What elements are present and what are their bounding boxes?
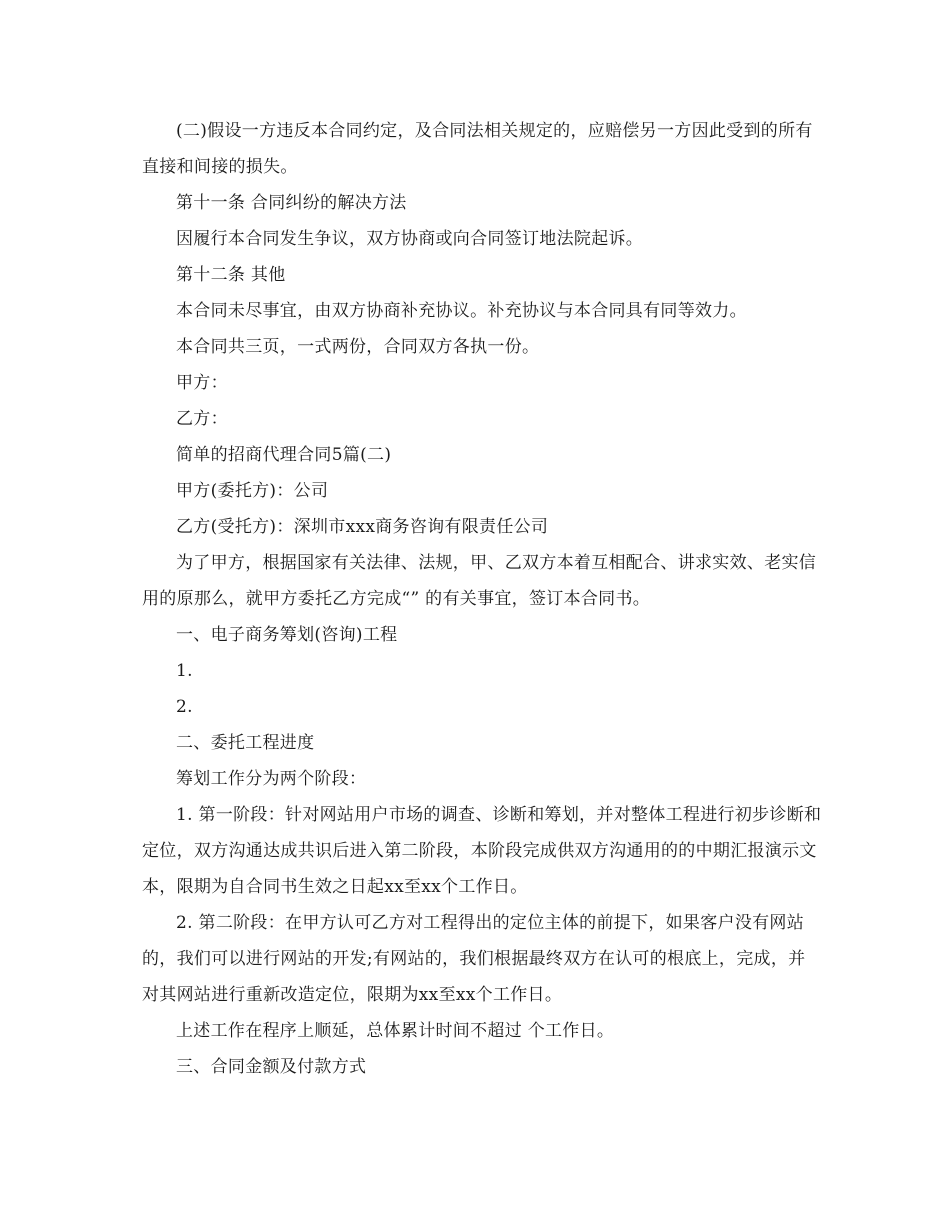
document-body [142,113,822,1085]
party-a-signature: 甲方： [176,373,228,393]
paragraph-stage-1: 1. 第一阶段：针对网站用户市场的调查、诊断和筹划，并对整体工程进行初步诊断和定位，双方沟通达成共识后进入第二阶段，本阶段完成供双方沟通用的的中期汇报演示文本，限期为自合同书生效之日起xx至xx个工作日。 [142,805,822,897]
section-3-heading: 三、合同金额及付款方式 [176,1057,367,1077]
party-a-info: 甲方(委托方)：公司 [176,481,329,501]
party-b-signature: 乙方： [176,409,228,429]
section-2-heading: 二、委托工程进度 [176,733,315,753]
heading-article-12: 第十二条 其他 [176,265,286,285]
list-item-2: 2. [176,697,193,717]
party-b-info: 乙方(受托方)：深圳市xxx商务咨询有限责任公司 [176,517,549,537]
list-item-1: 1. [176,661,193,681]
paragraph-stages-intro: 筹划工作分为两个阶段： [176,769,367,789]
section-1-heading: 一、电子商务筹划(咨询)工程 [176,625,398,645]
paragraph-supplement: 本合同未尽事宜，由双方协商补充协议。补充协议与本合同具有同等效力。 [176,301,747,321]
paragraph-dispute: 因履行本合同发生争议，双方协商或向合同签订地法院起诉。 [176,229,644,249]
paragraph-stage-2: 2. 第二阶段：在甲方认可乙方对工程得出的定位主体的前提下，如果客户没有网站的，我们可以进行网站的开发;有网站的，我们根据最终双方在认可的根底上，完成，并对其网站进行重新改造定位，限期为xx至xx个工作日。 [142,913,806,1005]
paragraph-total-time: 上述工作在程序上顺延，总体累计时间不超过 个工作日。 [176,1021,615,1041]
heading-article-11: 第十一条 合同纠纷的解决方法 [176,193,407,213]
paragraph-copies: 本合同共三页，一式两份，合同双方各执一份。 [176,337,540,357]
paragraph-liability: (二)假设一方违反本合同约定，及合同法相关规定的，应赔偿另一方因此受到的所有直接和间接的损失。 [142,121,813,177]
contract-title: 简单的招商代理合同5篇(二) [176,445,392,465]
paragraph-preamble: 为了甲方，根据国家有关法律、法规，甲、乙双方本着互相配合、讲求实效、老实信用的原那么，就甲方委托乙方完成“” 的有关事宜，签订本合同书。 [142,553,817,609]
